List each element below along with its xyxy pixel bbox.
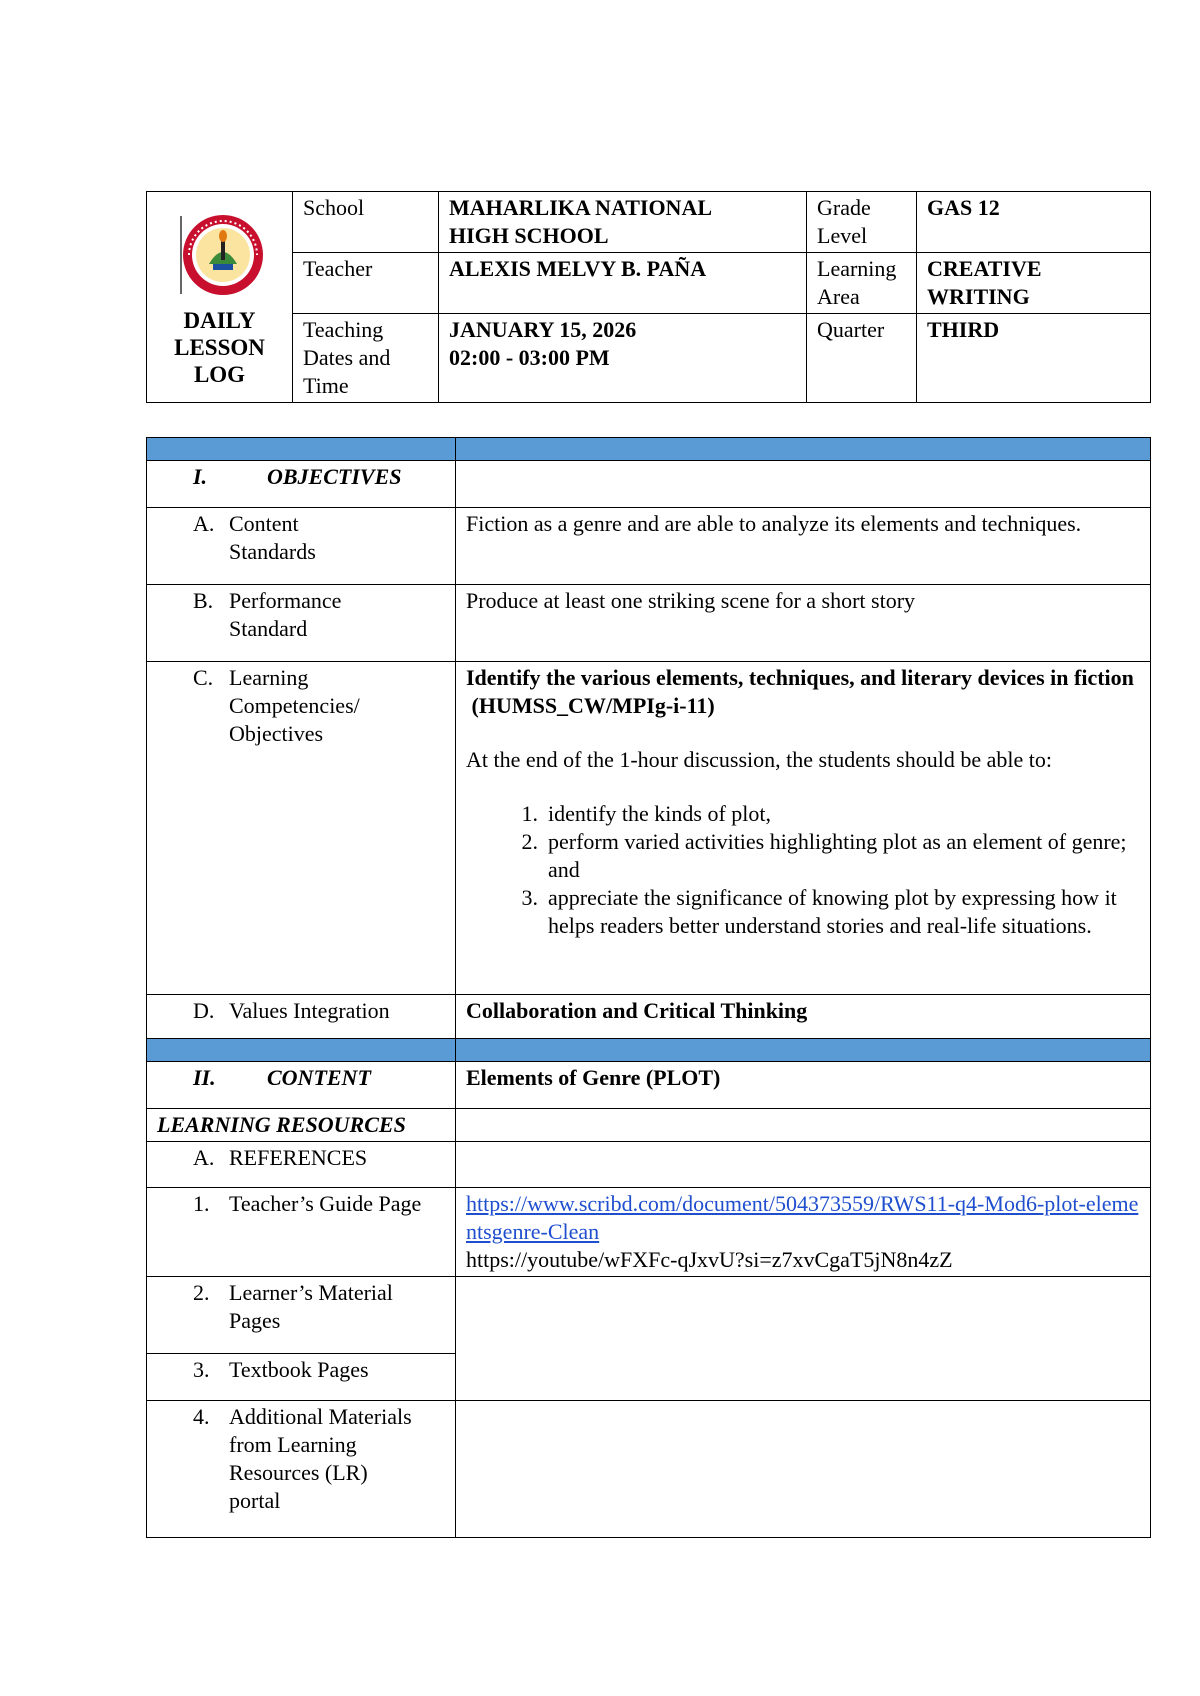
quarter-label: Quarter (807, 314, 917, 403)
content-standards-label (147, 508, 456, 585)
performance-standard-label (147, 585, 456, 662)
area-line: WRITING (927, 284, 1030, 309)
dates-label-line: Dates and (303, 345, 391, 370)
section-band (147, 438, 1151, 461)
label-line: Learning (229, 665, 309, 690)
competency-code: (HUMSS_CW/MPIg-i-11) (466, 693, 715, 718)
logo-cell (147, 192, 293, 403)
item-marker: 1. (193, 1191, 210, 1216)
objectives-heading (147, 461, 456, 508)
dates-label-line: Teaching (303, 317, 384, 342)
list-item (466, 800, 1140, 828)
item-marker: C. (193, 665, 214, 690)
list-item (466, 828, 1140, 884)
list-item (466, 884, 1140, 940)
item-marker: 3. (193, 1357, 210, 1382)
grade-label (807, 192, 917, 253)
title-line: DAILY (183, 308, 256, 333)
lesson-table (146, 437, 1151, 1538)
item-text: appreciate the significance of knowing plot by expressing how it helps readers better understand stories and real-life situations. (548, 885, 1117, 938)
competency-heading: Identify the various elements, techniques, and literary devices in fiction (466, 665, 1134, 690)
references-label (147, 1142, 456, 1188)
area-line: CREATIVE (927, 256, 1042, 281)
values-text: Collaboration and Critical Thinking (456, 995, 1151, 1039)
section-heading: CONTENT (267, 1065, 371, 1090)
learners-material-label (147, 1277, 456, 1354)
header-table (146, 191, 1151, 403)
content-standards-text: Fiction as a genre and are able to analyze its elements and techniques. (456, 508, 1151, 585)
section-numeral: I. (193, 464, 208, 489)
youtube-url: https://youtube/wFXFc-qJxvU?si=z7xvCgaT5jN8n4zZ (466, 1247, 953, 1272)
item-text: identify the kinds of plot, (548, 801, 772, 826)
title-line: LOG (193, 362, 246, 387)
title-line: LESSON (174, 335, 265, 360)
school-line: MAHARLIKA NATIONAL (449, 195, 713, 220)
school-label: School (293, 192, 439, 253)
item-marker: 4. (193, 1404, 210, 1429)
label-line: Performance (229, 588, 342, 613)
section-numeral: II. (193, 1065, 216, 1090)
dates-label-line: Time (303, 373, 349, 398)
school-seal-logo (175, 212, 265, 298)
competencies-label (147, 662, 456, 995)
area-label-line: Area (817, 284, 860, 309)
item-marker: 2. (193, 1280, 210, 1305)
section-band (147, 1039, 1151, 1062)
teacher-value: ALEXIS MELVY B. PAÑA (439, 253, 807, 314)
label-line: Learner’s Material (229, 1280, 393, 1305)
item-marker: A. (193, 1145, 215, 1170)
objectives-list (466, 800, 1140, 940)
school-line: HIGH SCHOOL (449, 223, 609, 248)
teacher-label: Teacher (293, 253, 439, 314)
area-label-line: Learning (817, 256, 897, 281)
label-line: from Learning (229, 1432, 357, 1457)
time-value: 02:00 - 03:00 PM (449, 345, 610, 370)
section-heading: OBJECTIVES (267, 464, 402, 489)
area-value (917, 253, 1151, 314)
label-line: Standards (229, 539, 316, 564)
additional-materials-label (147, 1401, 456, 1538)
label-line: Pages (229, 1308, 281, 1333)
date-value: JANUARY 15, 2026 (449, 317, 637, 342)
daily-lesson-log-title (151, 307, 288, 388)
competencies-text (456, 662, 1151, 995)
label-line: Values Integration (229, 998, 390, 1023)
teachers-guide-label (147, 1188, 456, 1277)
school-value (439, 192, 807, 253)
label-line: REFERENCES (229, 1145, 368, 1170)
content-text: Elements of Genre (PLOT) (456, 1062, 1151, 1109)
content-heading (147, 1062, 456, 1109)
learning-resources-heading: LEARNING RESOURCES (147, 1109, 456, 1142)
item-number: 1. (521, 801, 538, 826)
item-marker: B. (193, 588, 214, 613)
area-label (807, 253, 917, 314)
label-line: Additional Materials (229, 1404, 412, 1429)
label-line: Content (229, 511, 299, 536)
teachers-guide-value (456, 1188, 1151, 1277)
label-line: Textbook Pages (229, 1357, 369, 1382)
quarter-value: THIRD (917, 314, 1151, 403)
label-line: portal (229, 1488, 281, 1513)
label-line: Resources (LR) (229, 1460, 368, 1485)
grade-value: GAS 12 (917, 192, 1151, 253)
label-line: Competencies/ (229, 693, 360, 718)
item-text: perform varied activities highlighting plot as an element of genre; and (548, 829, 1127, 882)
label-line: Teacher’s Guide Page (229, 1191, 422, 1216)
competency-intro: At the end of the 1-hour discussion, the students should be able to: (466, 747, 1052, 772)
label-line: Standard (229, 616, 308, 641)
item-marker: D. (193, 998, 215, 1023)
item-number: 2. (521, 829, 538, 854)
grade-label-line: Level (817, 223, 868, 248)
textbook-label (147, 1354, 456, 1401)
dates-value (439, 314, 807, 403)
performance-standard-text: Produce at least one striking scene for a short story (456, 585, 1151, 662)
dates-label (293, 314, 439, 403)
item-number: 3. (521, 885, 538, 910)
label-line: Objectives (229, 721, 324, 746)
values-label (147, 995, 456, 1039)
scribd-link[interactable]: https://www.scribd.com/document/504373559/RWS11-q4-Mod6-plot-elementsgenre-Clean (466, 1191, 1139, 1244)
item-marker: A. (193, 511, 215, 536)
grade-label-line: Grade (817, 195, 871, 220)
